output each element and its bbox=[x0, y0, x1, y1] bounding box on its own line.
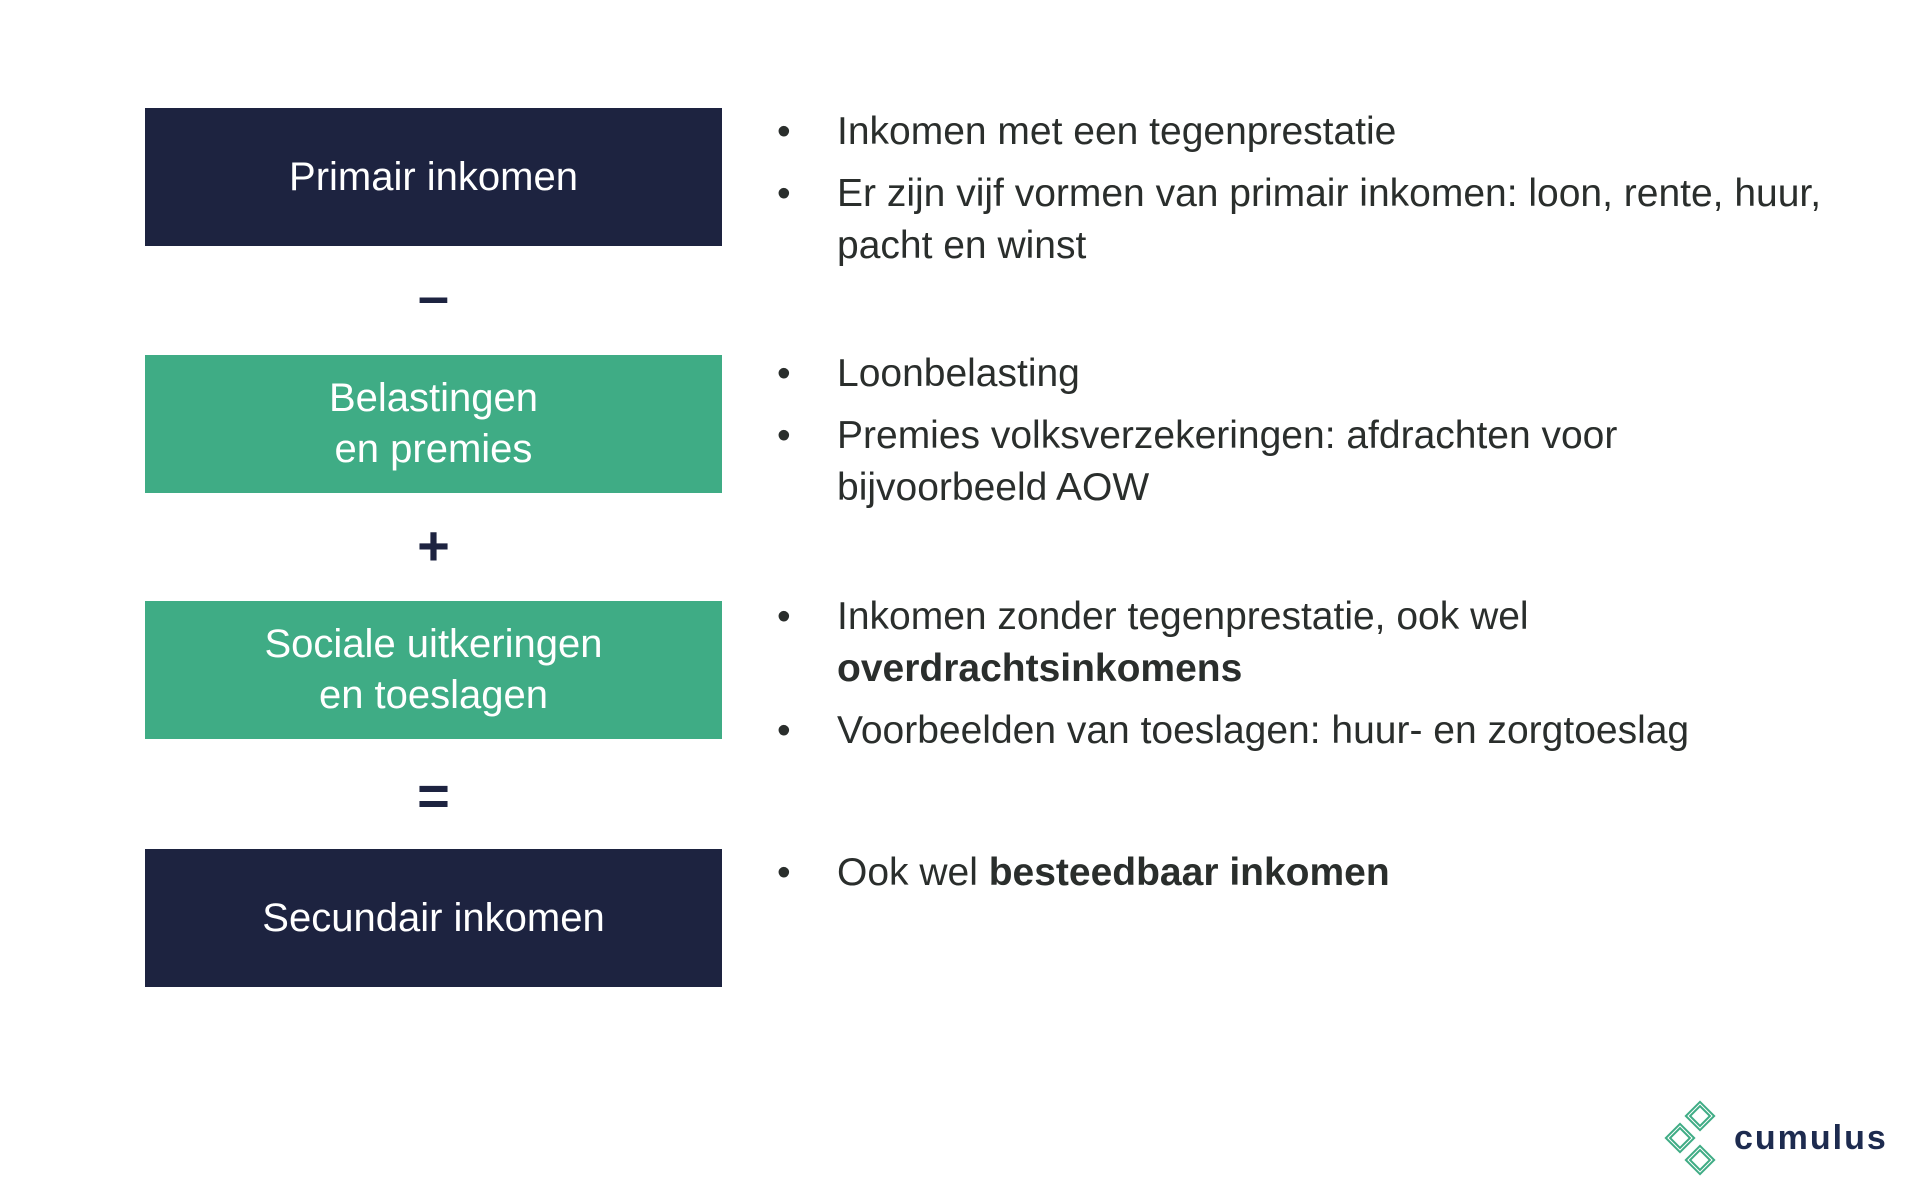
item-text: Inkomen zonder tegenprestatie, ook wel bbox=[837, 595, 1529, 638]
item-text: Premies volksverzekeringen: afdrachten voor bijvoorbeeld AOW bbox=[837, 414, 1618, 509]
box-sociale-uitkeringen bbox=[145, 601, 722, 739]
bullet-icon: • bbox=[777, 709, 791, 752]
item-text: Loonbelasting bbox=[837, 352, 1080, 395]
logo-wordmark: cumulus bbox=[1734, 1118, 1888, 1157]
box-label: Sociale uitkeringen en toeslagen bbox=[264, 622, 603, 717]
item-text: Voorbeelden van toeslagen: huur- en zorgtoeslag bbox=[837, 709, 1690, 752]
bullet-icon: • bbox=[777, 110, 791, 153]
item-text: Inkomen met een tegenprestatie bbox=[837, 110, 1397, 153]
box-label: Primair inkomen bbox=[289, 154, 578, 199]
item-text: Ook wel bbox=[837, 851, 989, 894]
cumulus-logo-icon bbox=[1662, 1100, 1724, 1176]
box-label: Secundair inkomen bbox=[262, 895, 605, 940]
bullet-icon: • bbox=[777, 414, 791, 457]
list-item bbox=[777, 705, 1827, 757]
bullet-icon: • bbox=[777, 851, 791, 894]
list-item bbox=[777, 348, 1827, 400]
list-item bbox=[777, 106, 1827, 158]
item-text: Er zijn vijf vormen van primair inkomen: loon, rente, huur, pacht en winst bbox=[837, 172, 1822, 267]
item-bold-text: besteedbaar inkomen bbox=[988, 851, 1390, 894]
bullets-primair bbox=[777, 106, 1827, 282]
list-item bbox=[777, 847, 1827, 899]
box-primair-inkomen bbox=[145, 108, 722, 246]
item-bold-text: overdrachtsinkomens bbox=[837, 647, 1243, 690]
box-belastingen-premies bbox=[145, 355, 722, 493]
bullet-icon: • bbox=[777, 172, 791, 215]
bullet-icon: • bbox=[777, 352, 791, 395]
list-item bbox=[777, 591, 1827, 695]
box-secundair-inkomen bbox=[145, 849, 722, 987]
list-item bbox=[777, 410, 1827, 514]
equals-operator: = bbox=[417, 764, 450, 827]
box-label: Belastingen en premies bbox=[328, 376, 539, 471]
list-item bbox=[777, 168, 1827, 272]
plus-operator: + bbox=[417, 514, 450, 577]
bullet-icon: • bbox=[777, 595, 791, 638]
minus-operator: – bbox=[417, 264, 450, 327]
bullets-secundair bbox=[777, 847, 1827, 909]
bullets-uitkeringen bbox=[777, 591, 1827, 767]
bullets-belastingen bbox=[777, 348, 1827, 524]
cumulus-logo bbox=[1662, 1100, 1888, 1176]
